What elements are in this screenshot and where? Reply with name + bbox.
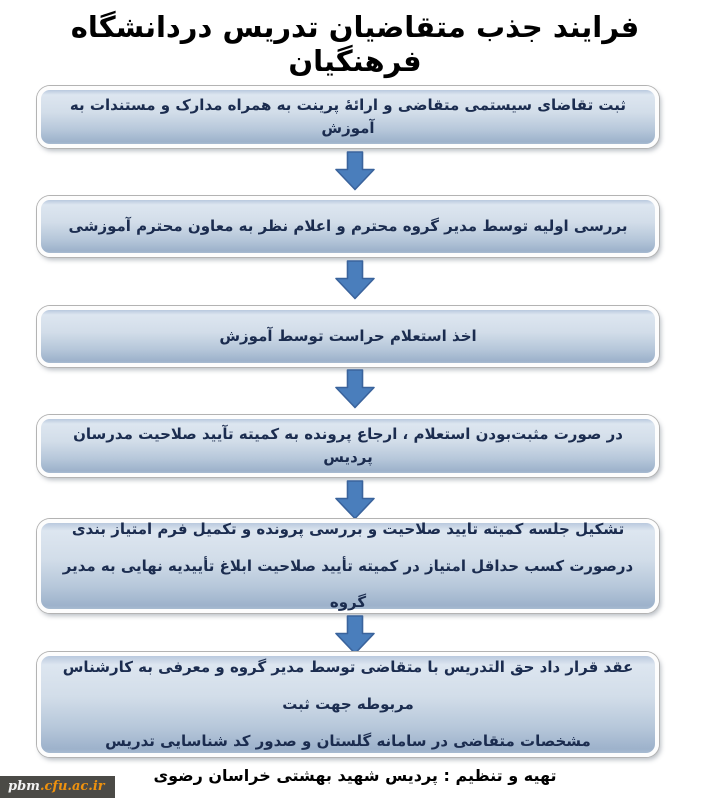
flow-step-1 — [37, 86, 659, 148]
flow-step-3 — [37, 306, 659, 367]
flow-step-5 — [37, 519, 659, 613]
watermark-suffix: .cfu.ac.ir — [39, 779, 105, 794]
diagram-title: فرایند جذب متقاضیان تدریس دردانشگاه فرهنگیان — [70, 10, 640, 78]
flow-step-6-line-1: عقد قرار داد حق التدریس با متقاضی توسط مدیر گروه و معرفی به کارشناس مربوطه جهت ثبت — [62, 658, 634, 714]
flow-step-5-line-1: تشکیل جلسه کمیته تایید صلاحیت و بررسی پرونده و تکمیل فرم امتیاز بندی — [71, 519, 625, 538]
flow-step-2-text: بررسی اولیه توسط مدیر گروه محترم و اعلام نظر به معاون محترم آموزشی — [68, 216, 628, 235]
flow-step-1-text: ثبت تقاضای سیستمی متقاضی و ارائهٔ پرینت به همراه مدارک و مستندات به آموزش — [69, 95, 627, 137]
down-arrow-icon — [332, 369, 378, 409]
flow-step-4 — [37, 415, 659, 477]
down-arrow-icon — [332, 260, 378, 300]
watermark-prefix: pbm — [8, 779, 40, 794]
flow-step-3-text: اخذ استعلام حراست توسط آموزش — [219, 326, 477, 345]
watermark — [0, 776, 115, 798]
flow-step-2 — [37, 196, 659, 257]
flow-step-5-line-2: درصورت کسب حداقل امتیاز در کمیته تأیید صلاحیت ابلاغ تأییدیه نهایی به مدیر گروه — [62, 556, 634, 612]
flow-step-6-line-2: مشخصات متقاضی در سامانه گلستان و صدور کد شناسایی تدریس — [105, 731, 591, 750]
flow-step-6 — [37, 652, 659, 757]
down-arrow-icon — [332, 151, 378, 191]
flow-step-4-text: در صورت مثبت‌بودن استعلام ، ارجاع پرونده به کمیته تآیید صلاحیت مدرسان پردیس — [73, 424, 623, 466]
footer-credit: تهیه و تنظیم : پردیس شهید بهشتی خراسان رضوی — [153, 766, 557, 785]
